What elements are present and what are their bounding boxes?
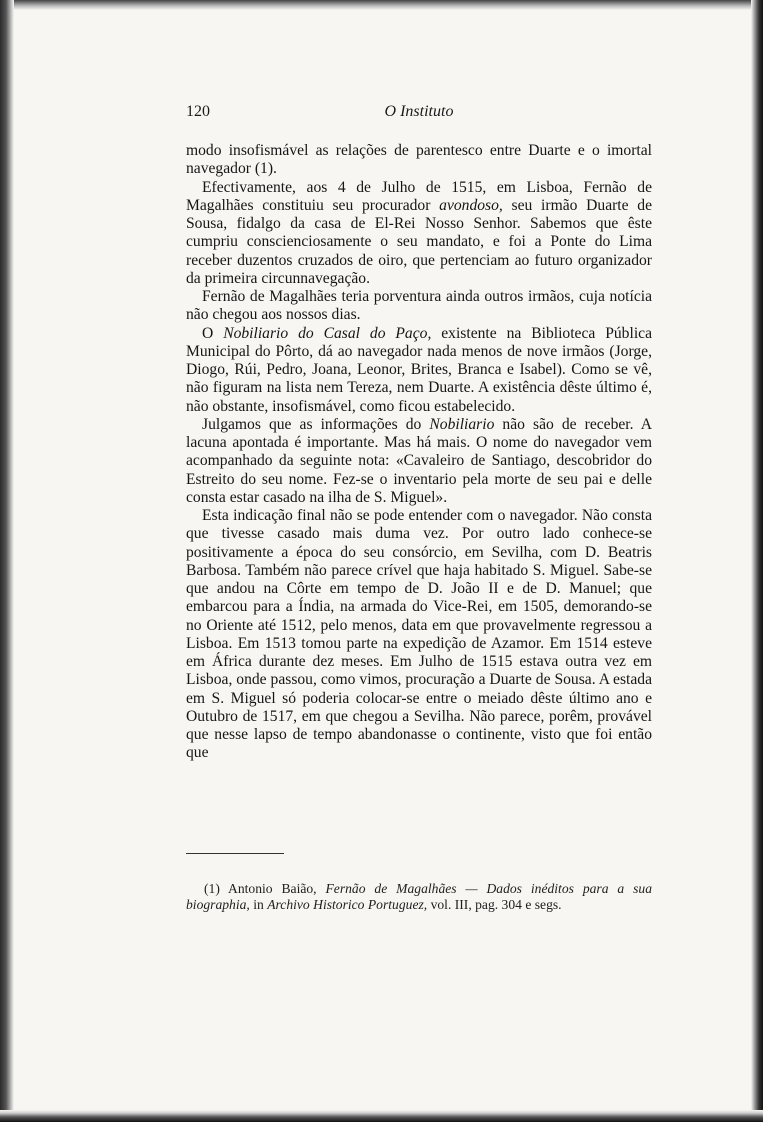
paragraph-text: O — [202, 324, 224, 342]
scan-edge-bottom — [0, 1110, 763, 1122]
paragraph-5 — [186, 416, 652, 507]
scan-edge-top — [0, 0, 763, 10]
paragraph-4 — [186, 325, 652, 416]
scan-edge-left — [0, 0, 14, 1122]
paragraph-text: modo insofismável as relações de parentesco entre Duarte e o imortal navegador (1). — [186, 142, 652, 178]
paragraph-6 — [186, 507, 652, 763]
paragraph-text: seu irmão Duarte de Sousa, fidalgo da casa de El-Rei Nosso Senhor. Sabemos que êste cumpriu conscienciosamente o seu mandato, e foi a Ponte do Lima receber duzentos cruzados de oiro, que pertenciam ao futuro organizador da primeira circunnavegação. — [186, 196, 652, 287]
paragraph-1 — [186, 142, 652, 179]
footnote-italic-title: Fernão de Magalhães — Dados inéditos para a sua biographia, — [186, 881, 653, 912]
paragraph-text: Efectivamente, aos 4 de Julho de 1515, em Lisboa, Fernão de Magalhães constituiu seu procurador — [186, 178, 652, 214]
italic-title: Nobiliario do Casal do Paço, — [223, 324, 432, 342]
paragraph-text: existente na Biblioteca Pública Municipal do Pôrto, dá ao navegador nada menos de nove irmãos (Jorge, Diogo, Rúi, Pedro, Joana, Leonor, Brites, Branca e Isabel). Como se vê, não figuram na lista nem Tereza, nem Duarte. A existência dêste último é, não obstante, insofismável, como ficou estabelecido. — [186, 324, 652, 415]
paragraph-text: não são de receber. A lacuna apontada é importante. Mas há mais. O nome do navegador vem acompanhado da seguinte nota: «Cavaleiro de Santiago, descobridor do Estreito do seu nome. Fez-se o inventario pela morte de seu pai e delle consta estar casado na ilha de S. Miguel». — [186, 415, 652, 506]
running-title: O Instituto — [384, 103, 454, 120]
paragraph-2 — [186, 179, 652, 289]
footnote — [186, 881, 652, 912]
footnote-text: (1) Antonio Baião, — [204, 881, 326, 896]
footnote-italic-source: Archivo Historico Portuguez, — [267, 896, 428, 912]
footnote-text: in — [249, 896, 268, 912]
italic-term: avondoso, — [439, 196, 503, 214]
paragraph-text: Esta indicação final não se pode entender com o navegador. Não consta que tivesse casado mais duma vez. Por outro lado conhece-se positivamente a época do seu consórcio, em Sevilha, com D. Beatris Barbosa. Também não parece crível que haja habitado S. Miguel. Sabe-se que andou na Côrte em tempo de D. João II e de D. Manuel; que embarcou para a Índia, na armada do Vice-Rei, em 1505, demorando-se no Oriente até 1512, pelo menos, data em que provavelmente regressou a Lisboa. Em 1513 tomou parte na expedição de Azamor. Em 1514 esteve em África durante dez meses. Em Julho de 1515 estava outra vez em Lisboa, onde passou, como vimos, procuração a Duarte de Sousa. A estada em S. Miguel só poderia colocar-se entre o meiado dêste último ano e Outubro de 1517, em que chegou a Sevilha. Não parece, porêm, provável que nesse lapso de tempo abandonasse o continente, visto que foi então que — [186, 507, 652, 762]
paragraph-text: Julgamos que as informações do — [202, 415, 430, 433]
page-number: 120 — [186, 103, 210, 120]
page-header — [186, 103, 652, 125]
paragraph-text: Fernão de Magalhães teria porventura ainda outros irmãos, cuja notícia não chegou aos nossos dias. — [186, 288, 652, 324]
scan-edge-right — [751, 0, 763, 1122]
footnote-divider — [186, 853, 284, 854]
body-text — [186, 142, 652, 763]
italic-title: Nobiliario — [429, 415, 495, 433]
footnote-text: vol. III, pag. 304 e segs. — [427, 896, 562, 912]
paragraph-3 — [186, 288, 652, 325]
